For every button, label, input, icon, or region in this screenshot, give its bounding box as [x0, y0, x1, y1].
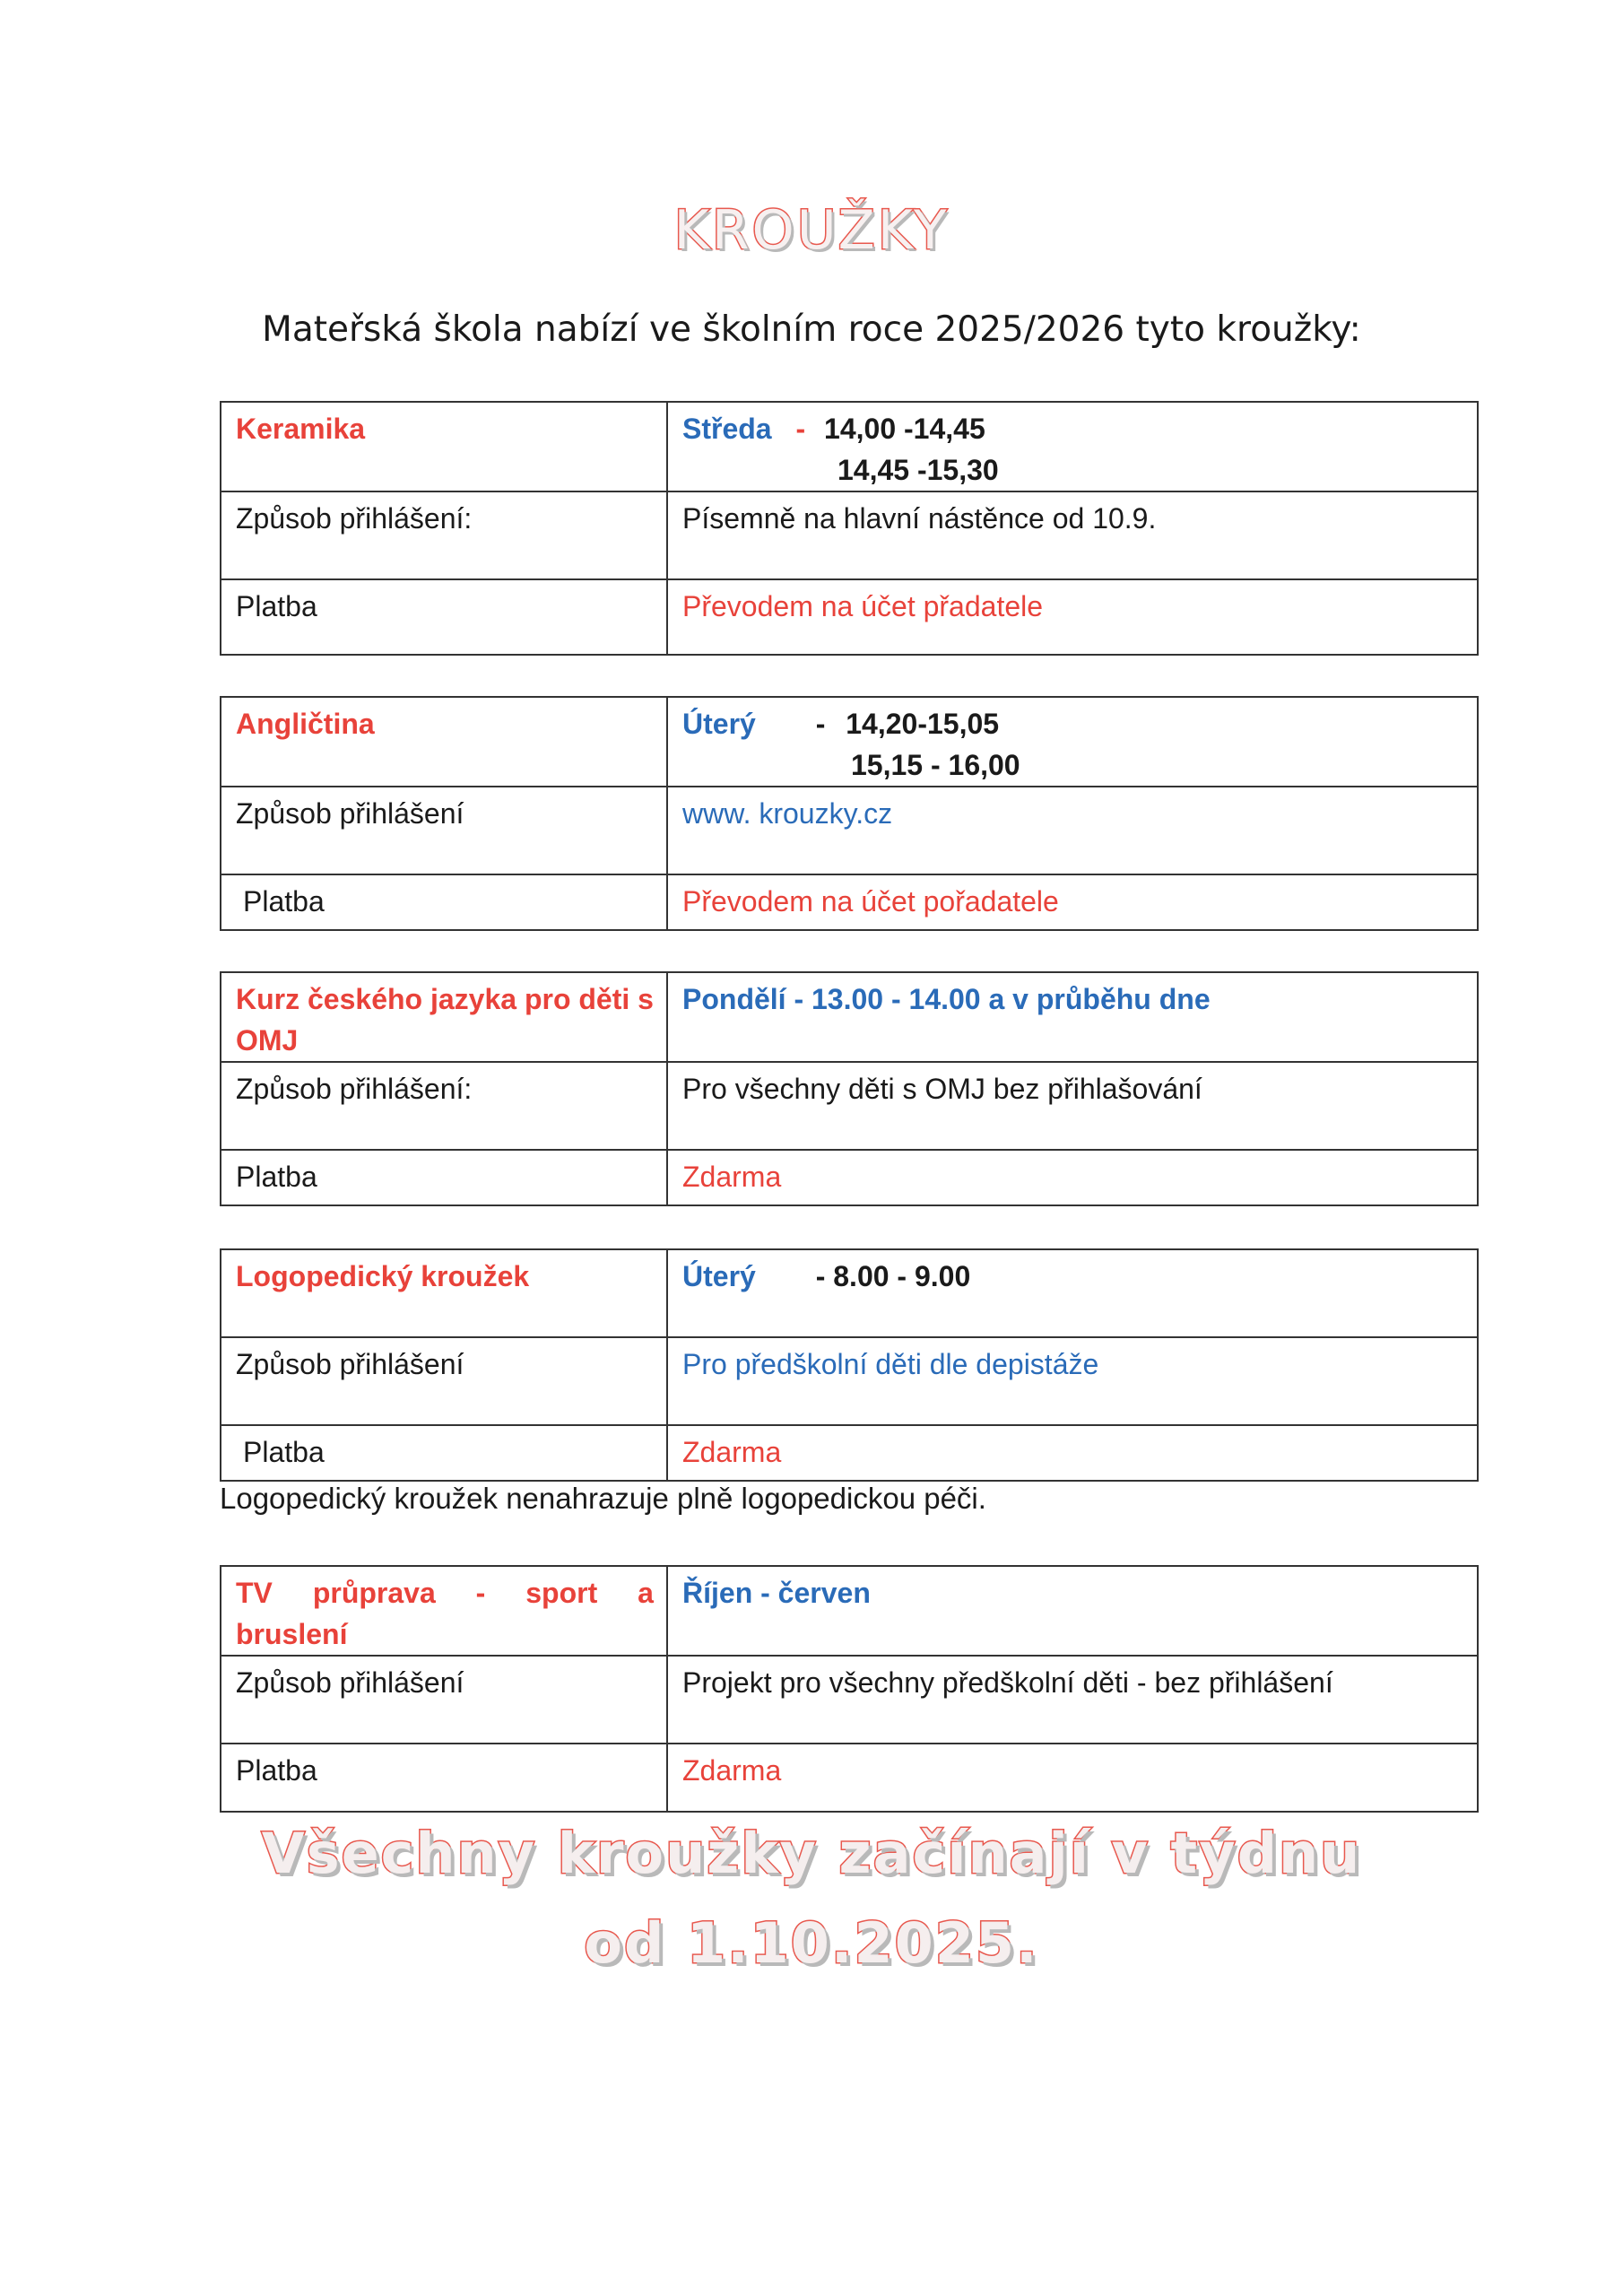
club-name-cell [221, 972, 667, 1062]
signup-value: Projekt pro všechny předškolní děti - bez přihlášení [667, 1656, 1478, 1744]
club-schedule-cell [667, 402, 1478, 491]
club-name-cell [221, 1249, 667, 1337]
club-name-word: průprava [312, 1577, 436, 1609]
schedule-separator: - [795, 413, 806, 445]
club-schedule-cell [667, 1249, 1478, 1337]
signup-label: Způsob přihlášení [221, 1656, 667, 1744]
page-title: KROUŽKY [673, 199, 950, 262]
payment-label: Platba [221, 579, 667, 655]
club-name-word: - [475, 1577, 486, 1609]
club-day: Úterý [682, 708, 756, 740]
club-name-cell [221, 697, 667, 787]
payment-value: Převodem na účet přadatele [667, 579, 1478, 655]
club-name-line-2: bruslení [236, 1618, 348, 1650]
club-name-line-1 [236, 1572, 654, 1613]
club-table-tv-pruprava [220, 1565, 1479, 1813]
club-name-word: TV [236, 1577, 273, 1609]
signup-value: Pro všechny děti s OMJ bez přihlašování [667, 1062, 1478, 1150]
schedule-line-1 [682, 703, 1464, 744]
club-time-1: - 8.00 - 9.00 [815, 1260, 971, 1292]
payment-value: Zdarma [667, 1425, 1478, 1481]
schedule-separator: - [815, 708, 826, 740]
payment-value: Převodem na účet pořadatele [667, 874, 1478, 930]
club-name: Keramika [236, 413, 366, 445]
footer-line-1: Všechny kroužky začínají v týdnu [261, 1821, 1362, 1886]
club-name-cell [221, 402, 667, 491]
signup-label: Způsob přihlášení [221, 787, 667, 874]
club-time-2: 15,15 - 16,00 [851, 749, 1020, 781]
footer-line-2: od 1.10.2025. [584, 1910, 1039, 1976]
club-table-keramika [220, 401, 1479, 656]
club-day: Úterý [682, 1260, 756, 1292]
payment-value: Zdarma [667, 1150, 1478, 1205]
signup-label: Způsob přihlášení: [221, 491, 667, 579]
logopedie-note: Logopedický kroužek nenahrazuje plně logopedickou péči. [220, 1482, 986, 1515]
club-schedule-cell [667, 972, 1478, 1062]
signup-label: Způsob přihlášení: [221, 1062, 667, 1150]
signup-value: Pro předškolní děti dle depistáže [667, 1337, 1478, 1425]
payment-label: Platba [221, 1150, 667, 1205]
club-schedule: Říjen - červen [682, 1577, 871, 1609]
subtitle: Mateřská škola nabízí ve školním roce 2025/2026 tyto kroužky: [262, 309, 1361, 350]
schedule-line-1 [682, 408, 1464, 449]
club-name-word: sport [525, 1577, 598, 1609]
club-time-1: 14,20-15,05 [846, 708, 1000, 740]
club-table-anglictina [220, 696, 1479, 931]
payment-label: Platba [221, 1744, 667, 1812]
club-table-kurz-cestiny [220, 971, 1479, 1206]
club-schedule: Pondělí - 13.00 - 14.00 a v průběhu dne [682, 983, 1211, 1015]
club-schedule-cell [667, 697, 1478, 787]
signup-value: Písemně na hlavní nástěnce od 10.9. [667, 491, 1478, 579]
club-day: Středa [682, 413, 772, 445]
club-time-2: 14,45 -15,30 [838, 454, 999, 486]
signup-label: Způsob přihlášení [221, 1337, 667, 1425]
payment-value: Zdarma [667, 1744, 1478, 1812]
signup-value: www. krouzky.cz [667, 787, 1478, 874]
payment-label: Platba [221, 874, 667, 930]
club-name: Logopedický kroužek [236, 1260, 530, 1292]
club-time-1: 14,00 -14,45 [824, 413, 985, 445]
club-name: Angličtina [236, 708, 375, 740]
club-name-word: a [638, 1577, 654, 1609]
club-schedule-cell [667, 1566, 1478, 1656]
club-name: Kurz českého jazyka pro děti s OMJ [236, 983, 654, 1057]
payment-label: Platba [221, 1425, 667, 1481]
club-table-logopedie [220, 1248, 1479, 1482]
club-name-cell [221, 1566, 667, 1656]
